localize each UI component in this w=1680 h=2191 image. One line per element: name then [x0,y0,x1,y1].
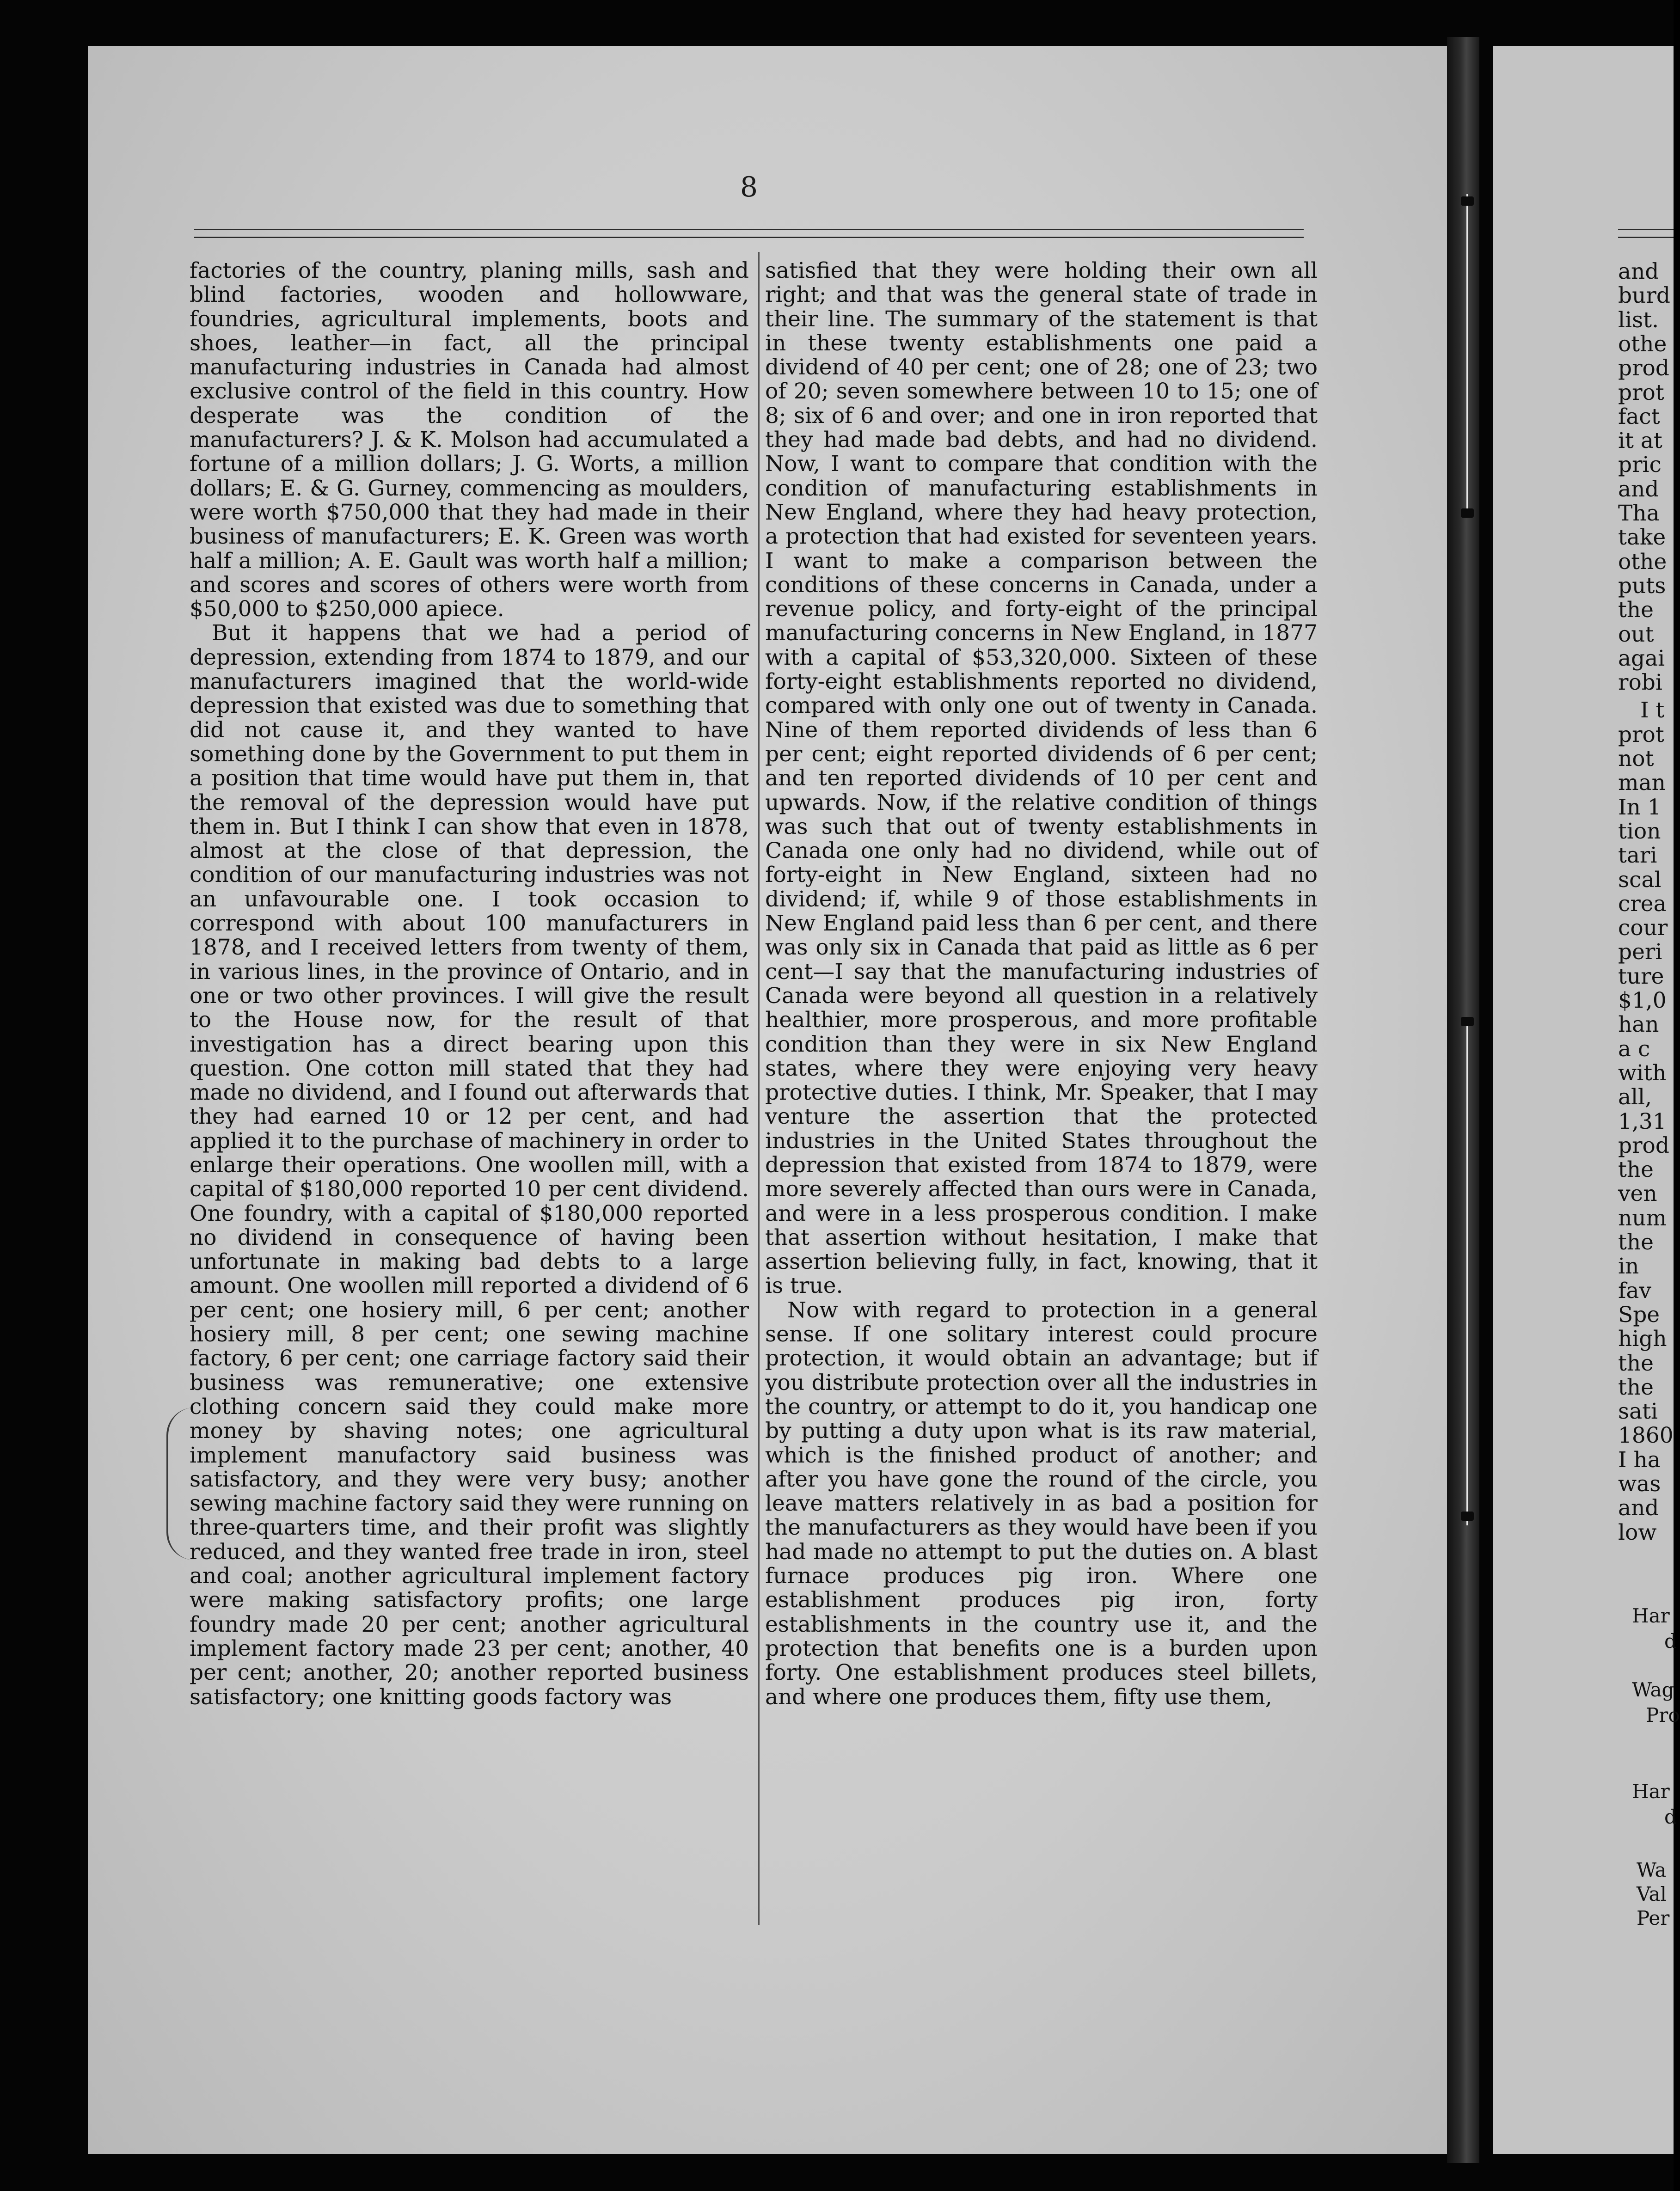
table-label-fragment: Per [1637,1907,1670,1929]
text-fragment: $1,0 [1618,988,1667,1013]
text-fragment: the [1618,597,1654,623]
page-number: 8 [740,171,758,203]
paragraph: satisfied that they were holding their own all right; and that was the general state of trade in their line. The summary of the statement is that in these twenty establishments one paid a dividend of 40 per cent; one of 28; one of 23; two of 20; seven somewhere between 10 to 15; one of 8; six of 6 and over; and one in iron reported that they had made bad debts, and had no dividend. Now, I want to compare that condition with the condition of manufacturing establishments in New England, where they had heavy protection, a protection that had existed for seventeen years. I want to make a comparison between the conditions of these concerns in Canada, under a revenue policy, and forty-eight of the principal manufacturing concerns in New England, in 1877 with a capital of $53,320,000. Sixteen of these forty-eight establishments reported no dividend, compared with only one out of twenty in Canada. Nine of them reported dividends of less than 6 per cent; eight reported dividends of 6 per cent; and ten reported dividends of 10 per cent and upwards. Now, if the relative condition of things was such that out of twenty establishments in Canada one only had no dividend, while out of forty-eight in New England, sixteen had no dividend; if, while 9 of those establishments in New England paid less than 6 per cent, and there was only six in Canada that paid as little as 6 per cent—I say that the manufacturing industries of Canada were beyond all question in a relatively healthier, more prosperous, and more profitable condition than they were in six New England states, where they were enjoying very heavy protective duties. I think, Mr. Speaker, that I may venture the assertion that the protected industries in the United States throughout the depression that existed from 1874 to 1879, were more severely affected than ours were in Canada, and were in a less prosperous condition. I make that assertion without hesitation, I make that assertion believing fully, in fact, knowing, that it is true. [765,258,1318,1299]
text-fragment: cour [1618,915,1668,941]
paragraph: factories of the country, planing mills, sash and blind factories, wooden and hollowware, foundries, agricultural implements, boots and shoes, leather—in fact, all the principal manufacturing industries in Canada had almost exclusive control of the field in this country. How desperate was the condition of the manufacturers? J. & K. Molson had accumulated a fortune of a million dollars; J. G. Worts, a million dollars; E. & G. Gurney, commencing as moulders, were worth $750,000 that they had made in their business of manufacturers; E. K. Green was worth half a million; A. E. Gault was worth half a million; and scores and scores of others were worth from $50,000 to $250,000 apiece. [190,258,749,622]
pencil-margin-mark [166,1408,196,1560]
text-fragment: tion [1618,818,1661,844]
text-fragment: out [1618,621,1654,647]
text-fragment: I ha [1618,1447,1661,1473]
table-label-fragment: Val [1637,1883,1667,1905]
text-fragment: scal [1618,867,1662,893]
text-fragment: num [1618,1205,1667,1231]
binding-stitch [1461,1512,1474,1521]
column-divider [758,252,760,1925]
text-fragment: Spe [1618,1302,1660,1328]
binding-gutter [1447,37,1479,2163]
text-fragment: peri [1618,939,1662,965]
text-fragment: with [1618,1060,1667,1086]
text-fragment: prot [1618,722,1664,747]
text-fragment: han [1618,1012,1659,1038]
table-label-fragment: Har [1632,1780,1670,1803]
text-fragment: 1860 [1618,1423,1674,1449]
header-rule [194,229,1304,230]
text-fragment: burd [1618,283,1670,309]
paragraph: But it happens that we had a period of depression, extending from 1874 to 1879, and our manufacturers imagined that the world-wide depression that existed was due to something that did not cause it, and they wanted to have something done by the Government to put them in a position that time would have put them in, that the removal of the depression would have put them in. But I think I can show that even in 1878, almost at the close of that depression, the condition of our manufacturing industries was not an unfavourable one. I took occasion to correspond with about 100 manufacturers in 1878, and I received letters from twenty of them, in various lines, in the province of Ontario, and in one or two other provinces. I will give the result to the House now, for the result of that investigation has a direct bearing upon this question. One cotton mill stated that they had made no dividend, and I found out afterwards that they had earned 10 or 12 per cent, and had applied it to the purchase of machinery in order to enlarge their operations. One woollen mill, with a capital of $180,000 reported 10 per cent dividend. One foundry, with a capital of $180,000 reported no dividend in consequence of having been unfortunate in making bad debts to a large amount. One woollen mill reported a dividend of 6 per cent; one hosiery mill, 6 per cent; another hosiery mill, 8 per cent; one sewing machine factory, 6 per cent; one carriage factory said their business was remunerative; one extensive clothing concern said they could make more money by shaving notes; one agricultural implement manufactory said business was satisfactory, and they were very busy; another sewing machine factory said they were running on three-quarters time, and their profit was slightly reduced, and they wanted free trade in iron, steel and coal; another agricultural implement factory were making satisfactory profits; one large foundry made 20 per cent; another agricultural implement factory made 23 per cent; another, 40 per cent; another, 20; another reported business satisfactory; one knitting goods factory was [190,620,749,1710]
table-label-fragment: Wag [1632,1678,1674,1701]
text-fragment: robi [1618,670,1662,696]
binding-thread [1466,194,1468,518]
text-fragment: othe [1618,549,1667,575]
table-label-fragment: d [1664,1805,1677,1828]
text-fragment: not [1618,746,1654,771]
text-fragment: take [1618,525,1666,551]
text-fragment: man [1618,770,1666,796]
text-fragment: tari [1618,843,1657,869]
text-fragment: low [1618,1519,1657,1545]
text-fragment: puts [1618,573,1666,599]
text-fragment: list. [1618,307,1659,333]
text-fragment: sati [1618,1399,1658,1425]
text-fragment: a c [1618,1036,1650,1062]
text-fragment: pric [1618,452,1662,478]
text-fragment: and [1618,1495,1659,1521]
binding-stitch [1461,196,1474,206]
text-fragment: prod [1618,1132,1669,1158]
text-fragment: it at [1618,428,1662,454]
text-fragment: agai [1618,645,1665,671]
table-label-fragment: Wa [1637,1859,1667,1881]
header-rule-right [1618,229,1674,230]
paragraph: Now with regard to protection in a general sense. If one solitary interest could procure protection, it would obtain an advantage; but if you distribute protection over all the industries in the country, or attempt to do it, you handicap one by putting a duty upon what is its raw material, which is the finished product of another; and after you have gone the round of the circle, you leave matters relatively in as bad a position for the manufacturers as they would have been if you had made no attempt to put the duties on. A blast furnace produces pig iron. Where one establishment produces pig iron, forty establishments in the country use it, and the protection that benefits one is a burden upon forty. One establishment produces steel billets, and where one produces them, fifty use them, [765,1297,1318,1710]
text-fragment: the [1618,1374,1654,1400]
text-column-middle [765,259,1318,1709]
header-rule-right [1618,237,1674,238]
text-fragment: the [1618,1157,1654,1183]
text-fragment: high [1618,1326,1667,1352]
binding-stitch [1461,508,1474,518]
text-fragment: 1,31 [1618,1108,1667,1134]
text-fragment: the [1618,1350,1654,1376]
table-label-fragment: Pro [1646,1704,1680,1726]
text-fragment: ture [1618,963,1664,989]
text-fragment: in [1618,1254,1639,1279]
text-fragment: othe [1618,331,1667,357]
table-label-fragment: d [1664,1630,1677,1652]
text-fragment: fav [1618,1278,1651,1304]
text-fragment: prod [1618,355,1669,381]
table-label-fragment: Har [1632,1604,1670,1627]
text-fragment: and [1618,476,1659,502]
text-fragment: was [1618,1471,1661,1497]
binding-thread [1466,1017,1468,1525]
text-fragment: the [1618,1230,1654,1255]
text-fragment: I t [1640,698,1665,723]
text-fragment: all, [1618,1084,1652,1110]
binding-stitch [1461,1017,1474,1026]
text-fragment: Tha [1618,501,1660,526]
text-column-left [190,259,749,1709]
text-fragment: ven [1618,1181,1657,1207]
header-rule [194,237,1304,238]
text-fragment: prot [1618,379,1664,405]
text-fragment: fact [1618,404,1660,429]
text-fragment: In 1 [1618,794,1662,820]
text-fragment: and [1618,259,1659,284]
text-fragment: crea [1618,891,1667,917]
